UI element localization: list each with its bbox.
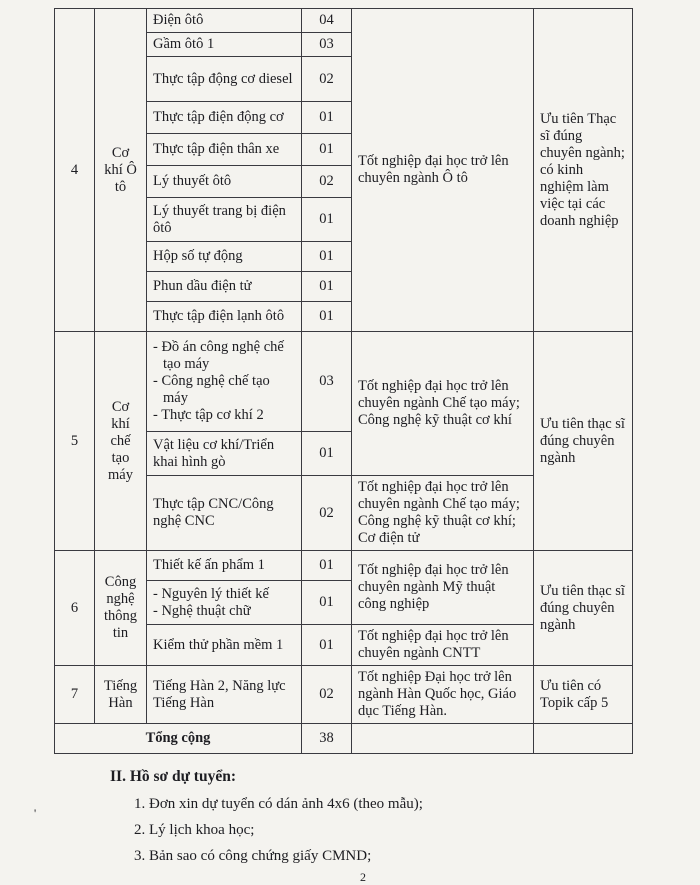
subject-group-cell [147,581,302,625]
subject-cell: Thực tập điện động cơ [147,102,302,134]
subject-cell: Thực tập điện lạnh ôtô [147,302,302,332]
note-cell: Ưu tiên Thạc sĩ đúng chuyên ngành; có kinh nghiệm làm việc tại các doanh nghiệp [534,9,633,332]
credit-cell: 02 [302,666,352,724]
recruitment-table [54,8,633,754]
subject-item: - Công nghệ chế tạo máy [153,373,270,406]
subject-item: - Thực tập cơ khí 2 [153,407,264,423]
subject-cell: Thực tập động cơ diesel [147,57,302,102]
requirement-cell: Tốt nghiệp đại học trở lên chuyên ngành Chế tạo máy; Công nghệ kỹ thuật cơ khí [352,332,534,476]
credit-cell: 01 [302,272,352,302]
list-item: 1. Đơn xin dự tuyển có dán ảnh 4x6 (theo mẫu); [134,796,423,812]
credit-cell: 01 [302,625,352,666]
list-item: 3. Bản sao có công chứng giấy CMND; [134,848,372,864]
section-heading: II. Hồ sơ dự tuyển: [110,768,236,785]
stt-cell: 5 [55,332,95,551]
empty-cell [352,724,534,754]
credit-cell: 01 [302,242,352,272]
empty-cell [534,724,633,754]
credit-cell: 01 [302,102,352,134]
nganh-cell: Tiếng Hàn [95,666,147,724]
subject-item: - Đồ án công nghệ chế tạo máy [153,339,284,372]
subject-item: - Nghệ thuật chữ [153,602,251,619]
credit-cell: 01 [302,551,352,581]
stt-cell: 4 [55,9,95,332]
subject-cell: Gầm ôtô 1 [147,33,302,57]
list-item: 2. Lý lịch khoa học; [134,822,255,838]
subject-cell: Lý thuyết trang bị điện ôtô [147,198,302,242]
credit-cell: 02 [302,166,352,198]
subject-group-cell [147,332,302,432]
nganh-cell: Cơ khí chế tạo máy [95,332,147,551]
note-cell: Ưu tiên thạc sĩ đúng chuyên ngành [534,551,633,666]
credit-cell: 01 [302,581,352,625]
stt-cell: 7 [55,666,95,724]
subject-cell: Điện ôtô [147,9,302,33]
subject-cell: Thực tập điện thân xe [147,134,302,166]
subject-cell: Thiết kế ấn phẩm 1 [147,551,302,581]
subject-cell: Hộp số tự động [147,242,302,272]
requirement-cell: Tốt nghiệp Đại học trở lên ngành Hàn Quốc học, Giáo dục Tiếng Hàn. [352,666,534,724]
nganh-cell: Công nghệ thông tin [95,551,147,666]
note-cell: Ưu tiên thạc sĩ đúng chuyên ngành [534,332,633,551]
credit-cell: 01 [302,302,352,332]
subject-item: - Nguyên lý thiết kế [153,585,269,602]
subject-cell: Thực tập CNC/Công nghệ CNC [147,476,302,551]
credit-cell: 01 [302,198,352,242]
total-label: Tổng cộng [55,724,302,754]
total-value: 38 [302,724,352,754]
subject-cell: Tiếng Hàn 2, Năng lực Tiếng Hàn [147,666,302,724]
subject-cell: Vật liệu cơ khí/Triển khai hình gò [147,432,302,476]
credit-cell: 03 [302,332,352,432]
page-number: 2 [360,870,366,884]
requirement-cell: Tốt nghiệp đại học trở lên chuyên ngành Chế tạo máy; Công nghệ kỹ thuật cơ khí; Cơ điện tử [352,476,534,551]
subject-cell: Kiểm thử phần mềm 1 [147,625,302,666]
stray-mark: ' [34,806,37,820]
requirement-cell: Tốt nghiệp đại học trở lên chuyên ngành CNTT [352,625,534,666]
credit-cell: 02 [302,57,352,102]
credit-cell: 01 [302,432,352,476]
stt-cell: 6 [55,551,95,666]
requirement-cell: Tốt nghiệp đại học trở lên chuyên ngành Ô tô [352,9,534,332]
subject-cell: Lý thuyết ôtô [147,166,302,198]
note-cell: Ưu tiên có Topik cấp 5 [534,666,633,724]
credit-cell: 01 [302,134,352,166]
credit-cell: 04 [302,9,352,33]
nganh-cell: Cơ khí Ô tô [95,9,147,332]
credit-cell: 03 [302,33,352,57]
credit-cell: 02 [302,476,352,551]
requirement-cell: Tốt nghiệp đại học trở lên chuyên ngành Mỹ thuật công nghiệp [352,551,534,625]
subject-cell: Phun dầu điện tử [147,272,302,302]
